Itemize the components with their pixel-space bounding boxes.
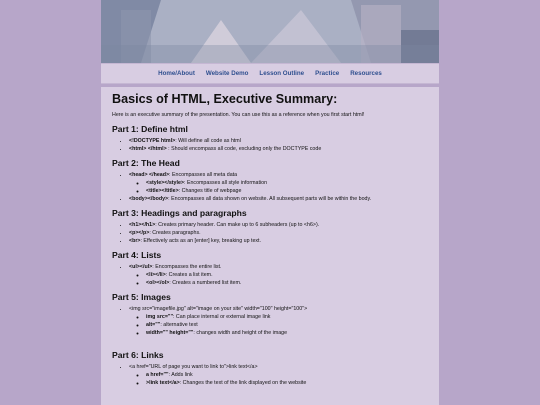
sub-list (129, 314, 428, 337)
section-heading: Part 2: The Head (112, 158, 180, 169)
bullet-list (112, 172, 428, 203)
sub-list-item (146, 180, 428, 188)
sub-list (129, 372, 428, 387)
item-description: : alternative text (160, 321, 198, 328)
sub-list-item (146, 380, 428, 388)
intro-paragraph: Here is an executive summary of the presentation. You can use this as a reference when you first start html! (112, 112, 365, 118)
section (112, 124, 428, 153)
sub-list-item (146, 272, 428, 280)
item-description: : Creates a numbered list item. (169, 279, 242, 286)
code-term: <title></title> (146, 187, 179, 194)
list-item (129, 196, 428, 204)
bullet-list (112, 306, 428, 337)
section-heading: Part 3: Headings and paragraphs (112, 208, 247, 219)
list-item (129, 264, 428, 287)
list-item (129, 306, 428, 337)
list-item (129, 230, 428, 238)
section-heading: Part 1: Define html (112, 124, 188, 134)
code-term: <head> </head> (129, 172, 170, 179)
item-description: : Creates a list item. (165, 272, 213, 279)
sub-list (129, 272, 428, 287)
item-description: : Should encompass all code, excluding only the DOCTYPE code (166, 145, 322, 152)
list-item (129, 138, 428, 146)
item-description: : changes width and height of the image (193, 329, 288, 336)
code-term: img src="" (146, 314, 173, 321)
item-description: : Encompasses the entire list. (152, 264, 222, 271)
bullet-list (112, 264, 428, 287)
code-term: <p></p> (129, 229, 150, 236)
sub-list (129, 180, 428, 195)
item-description: : Changes the text of the link displayed on the website (179, 379, 307, 386)
code-term: <li></li> (146, 272, 166, 279)
item-description: : Creates paragraphs. (149, 229, 201, 236)
list-item (129, 172, 428, 195)
code-term: <body></body> (129, 195, 169, 202)
code-term: a href="" (146, 371, 169, 378)
nav-lesson-outline[interactable]: Lesson Outline (259, 70, 305, 77)
list-item (129, 222, 428, 230)
code-term: <html> </html> (129, 145, 167, 152)
section (112, 250, 428, 287)
bullet-list (112, 364, 428, 387)
item-description: : Adds link (168, 371, 193, 378)
code-term: >link text</a> (146, 379, 180, 386)
nav-home-about[interactable]: Home/About (158, 70, 195, 77)
code-term: <style></style> (146, 180, 184, 187)
section (112, 208, 428, 245)
sections (112, 124, 428, 387)
item-description: : Will define all code as html (175, 138, 241, 144)
section-heading: Part 4: Lists (112, 250, 162, 261)
item-description: : Encompasses all style information (184, 180, 268, 187)
nav-resources[interactable]: Resources (350, 70, 382, 77)
page-title: Basics of HTML, Executive Summary: (112, 92, 338, 106)
sub-list-item (146, 330, 428, 338)
item-description: : Can place internal or external image link (172, 314, 271, 321)
sub-list-item (146, 188, 428, 196)
code-term: <ol></ol> (146, 279, 170, 286)
item-description: : Encompasses all meta data (169, 172, 238, 179)
code-term: <h1></h1> (129, 222, 156, 229)
nav-bar (101, 63, 439, 84)
section (112, 350, 428, 387)
section (112, 158, 428, 203)
sub-list-item (146, 314, 428, 322)
section-heading: Part 6: Links (112, 350, 164, 361)
page (101, 0, 439, 405)
list-item (129, 238, 428, 246)
list-item (129, 364, 428, 387)
main-content (101, 87, 439, 405)
section (112, 292, 428, 337)
section-heading: Part 5: Images (112, 292, 171, 303)
sub-list-item (146, 322, 428, 330)
code-term: width="" height="" (146, 329, 194, 336)
code-term: <ul></ul> (129, 264, 153, 271)
banner-image (101, 0, 439, 63)
bullet-list (112, 222, 428, 245)
code-term: alt="" (146, 321, 161, 328)
code-term: <br> (129, 237, 141, 244)
sub-list-item (146, 372, 428, 380)
item-description: : Changes title of webpage (178, 187, 242, 194)
banner-painting (101, 0, 439, 63)
list-item (129, 146, 428, 154)
bullet-list (112, 138, 428, 153)
item-description: : Effectively acts as an [enter] key, breaking up text. (140, 237, 262, 244)
item-description: <img src="imagefile.jpg" alt="image on your site" width="100" height="100"> (129, 306, 308, 313)
item-description: <a href="URL of page you want to link to">link text</a> (129, 364, 258, 371)
item-description: : Encompasses all data shown on website. All subsequent parts will be within the body. (168, 195, 372, 202)
code-term: <!DOCTYPE html> (129, 138, 176, 144)
item-description: : Creates primary header. Can make up to 6 subheaders (up to <h6>). (155, 222, 320, 229)
nav-website-demo[interactable]: Website Demo (205, 70, 249, 77)
nav-practice[interactable]: Practice (315, 70, 340, 77)
sub-list-item (146, 280, 428, 288)
